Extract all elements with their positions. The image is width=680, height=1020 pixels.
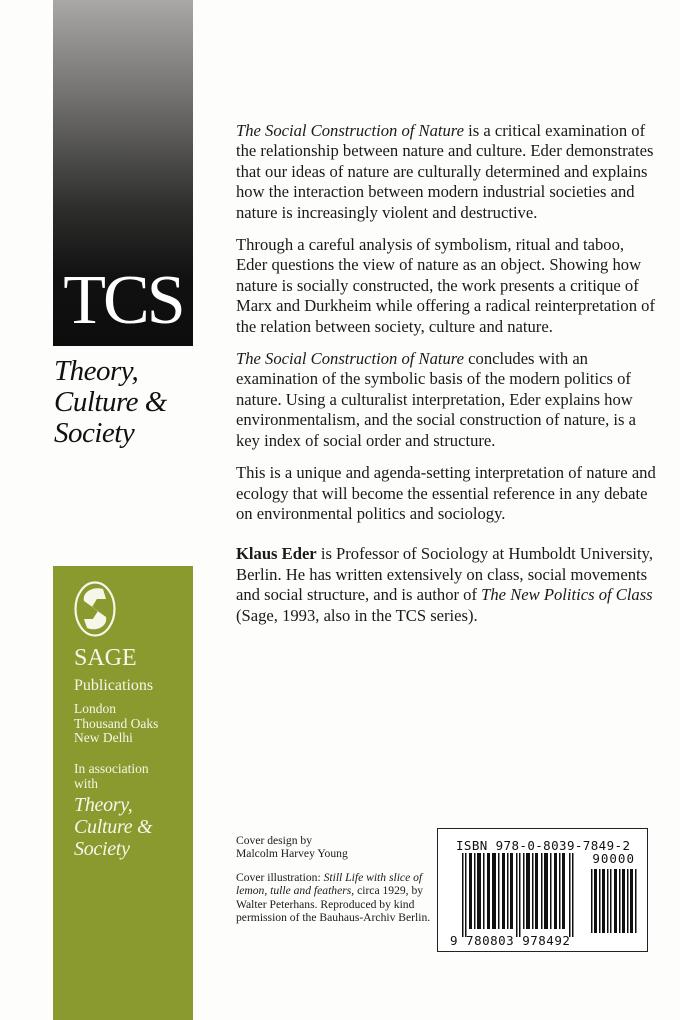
blurb-paragraph-3: The Social Construction of Nature concludes with an examination of the symbolic basis of the modern politics of nature. Using a culturalist interpretation, Eder explains how environmentalism, and the social construction of nature, is a key index of social order and structure. xyxy=(236,349,636,450)
blurb-paragraph-2: Through a careful analysis of symbolism, ritual and taboo, Eder questions the view of nature as an object. Showing how nature is socially constructed, the work presents a critique of Marx and Durkheim while offering a radical reinterpretation of the relation between society, culture and nature. xyxy=(236,235,655,336)
isbn-label: ISBN 978-0-8039-7849-2 xyxy=(456,838,631,853)
publisher-band xyxy=(53,566,193,1020)
series-title-line-1: Theory, xyxy=(54,355,139,387)
series-title-line-3: Society xyxy=(54,417,135,449)
blurb-paragraph-1: The Social Construction of Nature is a critical examination of the relationship between nature and culture. Eder demonstrates that our ideas of nature are culturally determined and explains how the interaction between modern industrial societies and nature is increasingly violent and destructive. xyxy=(236,121,654,222)
design-credit: Cover design by Malcolm Harvey Young xyxy=(236,834,348,861)
book-title: The Social Construction of Nature xyxy=(236,121,465,140)
blurb-paragraph-4: This is a unique and agenda-setting interpretation of nature and ecology that will become the essential reference in any debate on environmental politics and sociology. xyxy=(236,463,656,523)
association-series-line-1: Theory, xyxy=(74,794,133,816)
publisher-cities xyxy=(74,702,158,746)
series-title xyxy=(54,356,167,449)
series-title-line-2: Culture & xyxy=(54,386,167,418)
publisher-name: SAGE xyxy=(74,645,137,671)
association-line-2: with xyxy=(74,775,99,791)
author-name: Klaus Eder xyxy=(236,544,317,564)
tcs-gradient-band xyxy=(53,0,193,346)
publisher-subtitle: Publications xyxy=(74,677,154,694)
sage-s-oval-icon xyxy=(73,580,117,638)
author-book-title: The New Politics of Class xyxy=(481,585,653,605)
isbn-barcode xyxy=(437,828,648,952)
association-series-line-3: Society xyxy=(74,838,130,860)
author-bio: Klaus Eder is Professor of Sociology at Humboldt University, Berlin. He has written extensively on class, social movements and social structure, and is author of The New Politics of Class (Sage, 1993, also in the TCS series). xyxy=(236,544,653,625)
city-thousand-oaks: Thousand Oaks xyxy=(74,715,159,731)
book-title: The Social Construction of Nature xyxy=(236,349,465,369)
ean-barcode-bars xyxy=(462,853,574,937)
illustration-credit: Cover illustration: Still Life with slice of lemon, tulle and feathers, circa 1929, by Walter Peterhans. Reproduced by kind permission of the Bauhaus-Archiv Berlin. xyxy=(236,870,431,925)
city-new-delhi: New Delhi xyxy=(74,730,133,745)
ean-digits: 9 780803 978492 xyxy=(450,933,571,948)
cover-credits xyxy=(236,834,436,934)
association-label xyxy=(74,762,149,791)
addon-barcode-bars xyxy=(591,869,639,933)
price-code: 90000 xyxy=(592,851,635,866)
tcs-logo: TCS xyxy=(63,262,183,339)
association-line-1: In association xyxy=(74,761,149,776)
back-cover-blurb xyxy=(236,121,656,638)
association-series-line-2: Culture & xyxy=(74,816,153,838)
city-london: London xyxy=(74,701,116,716)
association-series-title xyxy=(74,794,152,860)
